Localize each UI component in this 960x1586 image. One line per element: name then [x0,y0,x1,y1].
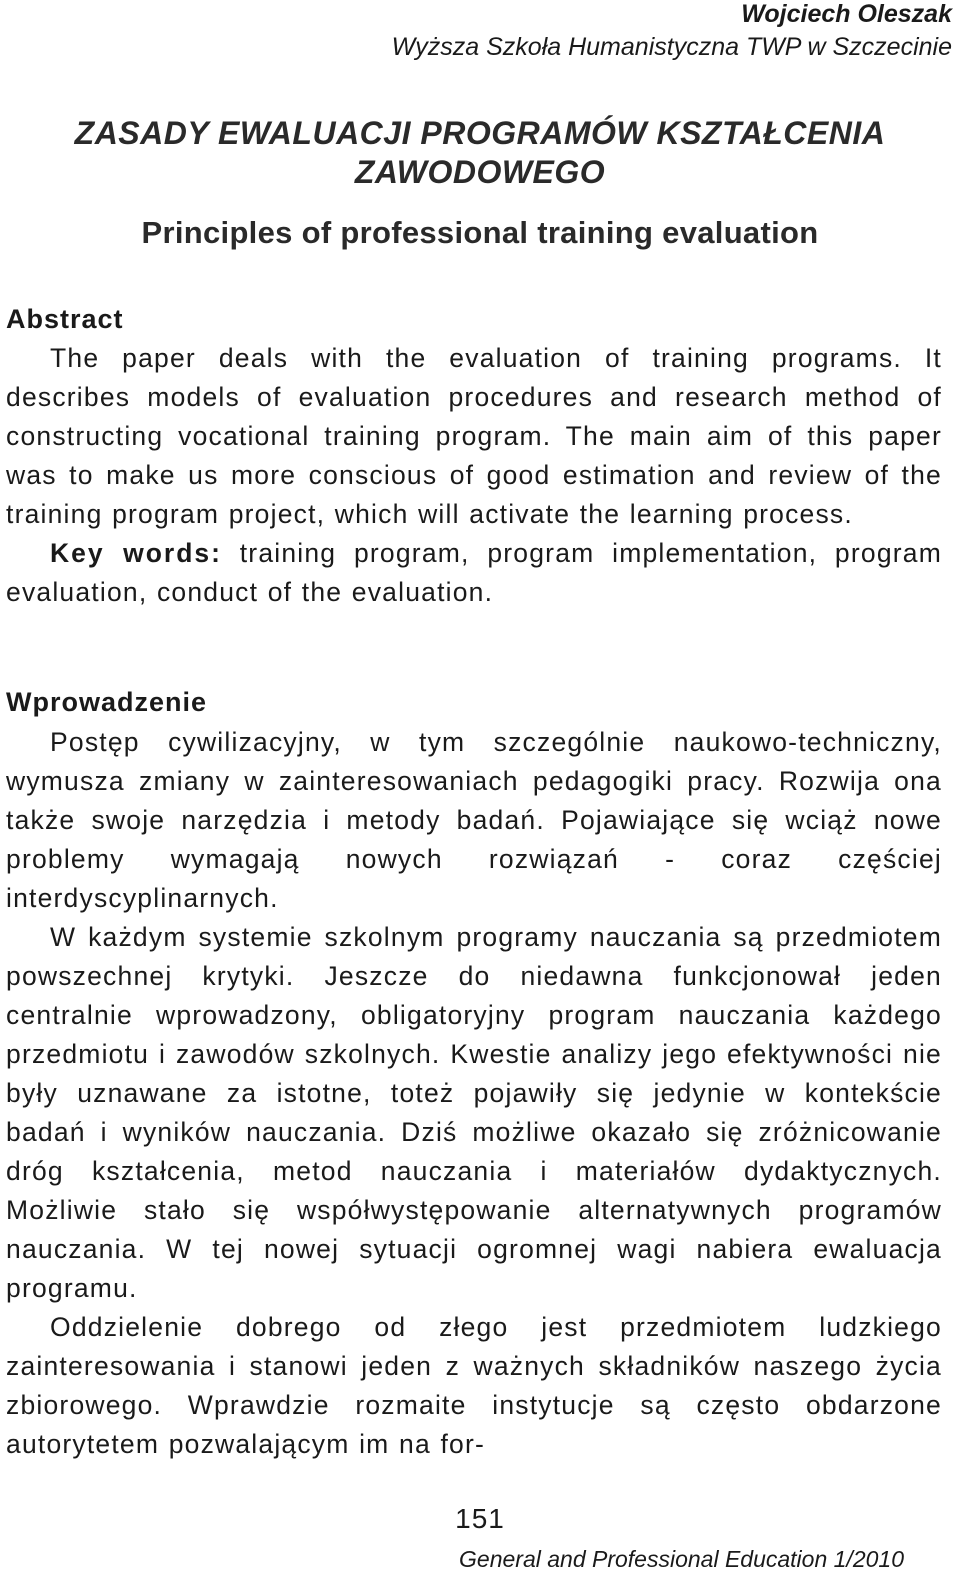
abstract-heading: Abstract [6,304,124,334]
keywords-paragraph [6,534,942,612]
paper-title-polish [0,114,960,192]
author-affiliation: Wyższa Szkoła Humanistyczna TWP w Szczecinie [391,33,952,61]
keywords-label: Key words: [50,538,222,568]
introduction-paragraph-2: W każdym systemie szkolnym programy nauczania są przedmiotem powszechnej krytyki. Jeszcze do niedawna funkcjonował jeden centralnie wprowadzony, obligatoryjny program nauczania każdego przedmiotu i zawodów szkolnych. Kwestie analizy jego efektywności nie były uznawane za istotne, toteż pojawiły się jedynie w kontekście badań i wyników nauczania. Dziś możliwe okazało się zróżnicowanie dróg kształcenia, metod nauczania i materiałów dydaktycznych. Możliwie stało się współwystępowanie alternatywnych programów nauczania. W tej nowej sytuacji ogromnej wagi nabiera ewaluacja programu. [6,922,942,1303]
introduction-paragraph-3: Oddzielenie dobrego od złego jest przedmiotem ludzkiego zainteresowania i stanowi jeden z ważnych składników naszego życia zbiorowego. Wprawdzie rozmaite instytucje są często obdarzone autorytetem pozwalającym im na for- [6,1312,942,1459]
author-name: Wojciech Oleszak [741,0,952,28]
introduction-heading: Wprowadzenie [6,687,208,717]
author-block [392,0,952,64]
journal-name: General and Professional Education 1/2010 [459,1546,904,1572]
paper-title-english: Principles of professional training evaluation [141,215,819,250]
page-number: 151 [455,1503,505,1534]
abstract-section [6,339,942,612]
introduction-paragraph-1: Postęp cywilizacyjny, w tym szczególnie naukowo-techniczny, wymusza zmiany w zainteresowaniach pedagogiki pracy. Rozwija ona także swoje narzędzia i metody badań. Pojawiające się wciąż nowe problemy wymagają nowych rozwiązań - coraz częściej interdyscyplinarnych. [6,727,942,913]
introduction-section [6,723,942,1464]
keywords-text: training program, program implementation, program evaluation, conduct of the evaluation. [6,538,942,607]
abstract-paragraph: The paper deals with the evaluation of training programs. It describes models of evaluation procedures and research method of constructing vocational training program. The main aim of this paper was to make us more conscious of good estimation and review of the training program project, which will activate the learning process. [6,343,942,529]
paper-title-polish-text: ZASADY EWALUACJI PROGRAMÓW KSZTAŁCENIA ZAWODOWEGO [74,115,886,190]
